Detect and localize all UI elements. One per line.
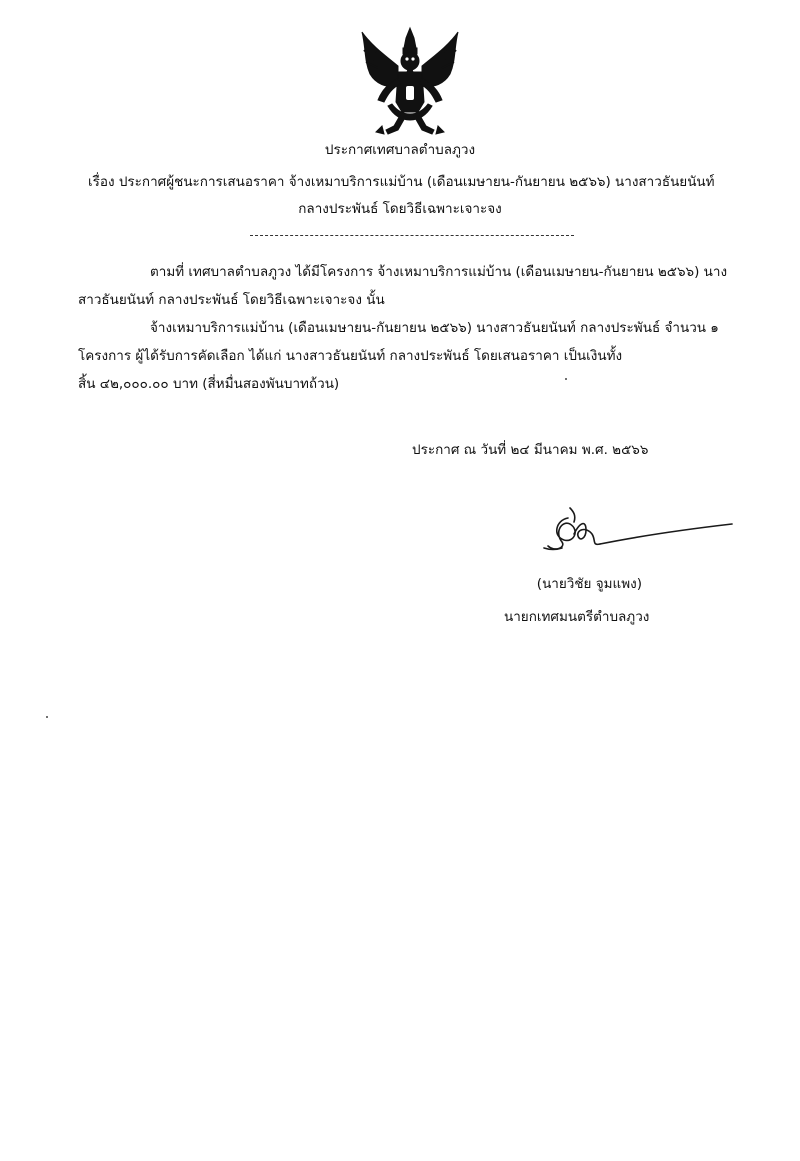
organization-title: ประกาศเทศบาลตำบลภูวง — [324, 142, 476, 158]
handwritten-signature-icon — [540, 506, 736, 558]
paragraph-2-line-1: จ้างเหมาบริการแม่บ้าน (เดือนเมษายน-กันยายน ๒๕๖๖) นางสาวธันยนันท์ กลางประพันธ์ จำนวน ๑ — [150, 320, 719, 336]
announcement-date: ประกาศ ณ วันที่ ๒๔ มีนาคม พ.ศ. ๒๕๖๖ — [412, 442, 649, 458]
garuda-emblem-icon — [358, 26, 462, 136]
scan-speck — [46, 716, 48, 718]
paragraph-2-line-2: โครงการ ผู้ได้รับการคัดเลือก ได้แก่ นางสาวธันยนันท์ กลางประพันธ์ โดยเสนอราคา เป็นเงินทั้ง — [78, 348, 623, 364]
separator-line — [250, 235, 574, 236]
paragraph-1-line-2: สาวธันยนันท์ กลางประพันธ์ โดยวิธีเฉพาะเจาะจง นั้น — [78, 292, 385, 308]
signer-title: นายกเทศมนตรีตำบลภูวง — [504, 609, 650, 625]
subject-line-2: กลางประพันธ์ โดยวิธีเฉพาะเจาะจง — [298, 201, 502, 217]
scan-speck — [565, 378, 567, 380]
paragraph-1-line-1: ตามที่ เทศบาลตำบลภูวง ได้มีโครงการ จ้างเหมาบริการแม่บ้าน (เดือนเมษายน-กันยายน ๒๕๖๖) นาง — [150, 264, 728, 280]
signer-name: (นายวิชัย จูมแพง) — [536, 576, 642, 592]
subject-line-1: เรื่อง ประกาศผู้ชนะการเสนอราคา จ้างเหมาบริการแม่บ้าน (เดือนเมษายน-กันยายน ๒๕๖๖) นางสาวธันยนันท์ — [88, 174, 715, 190]
paragraph-2-line-3: สิ้น ๔๒,๐๐๐.๐๐ บาท (สี่หมื่นสองพันบาทถ้วน) — [78, 376, 340, 392]
